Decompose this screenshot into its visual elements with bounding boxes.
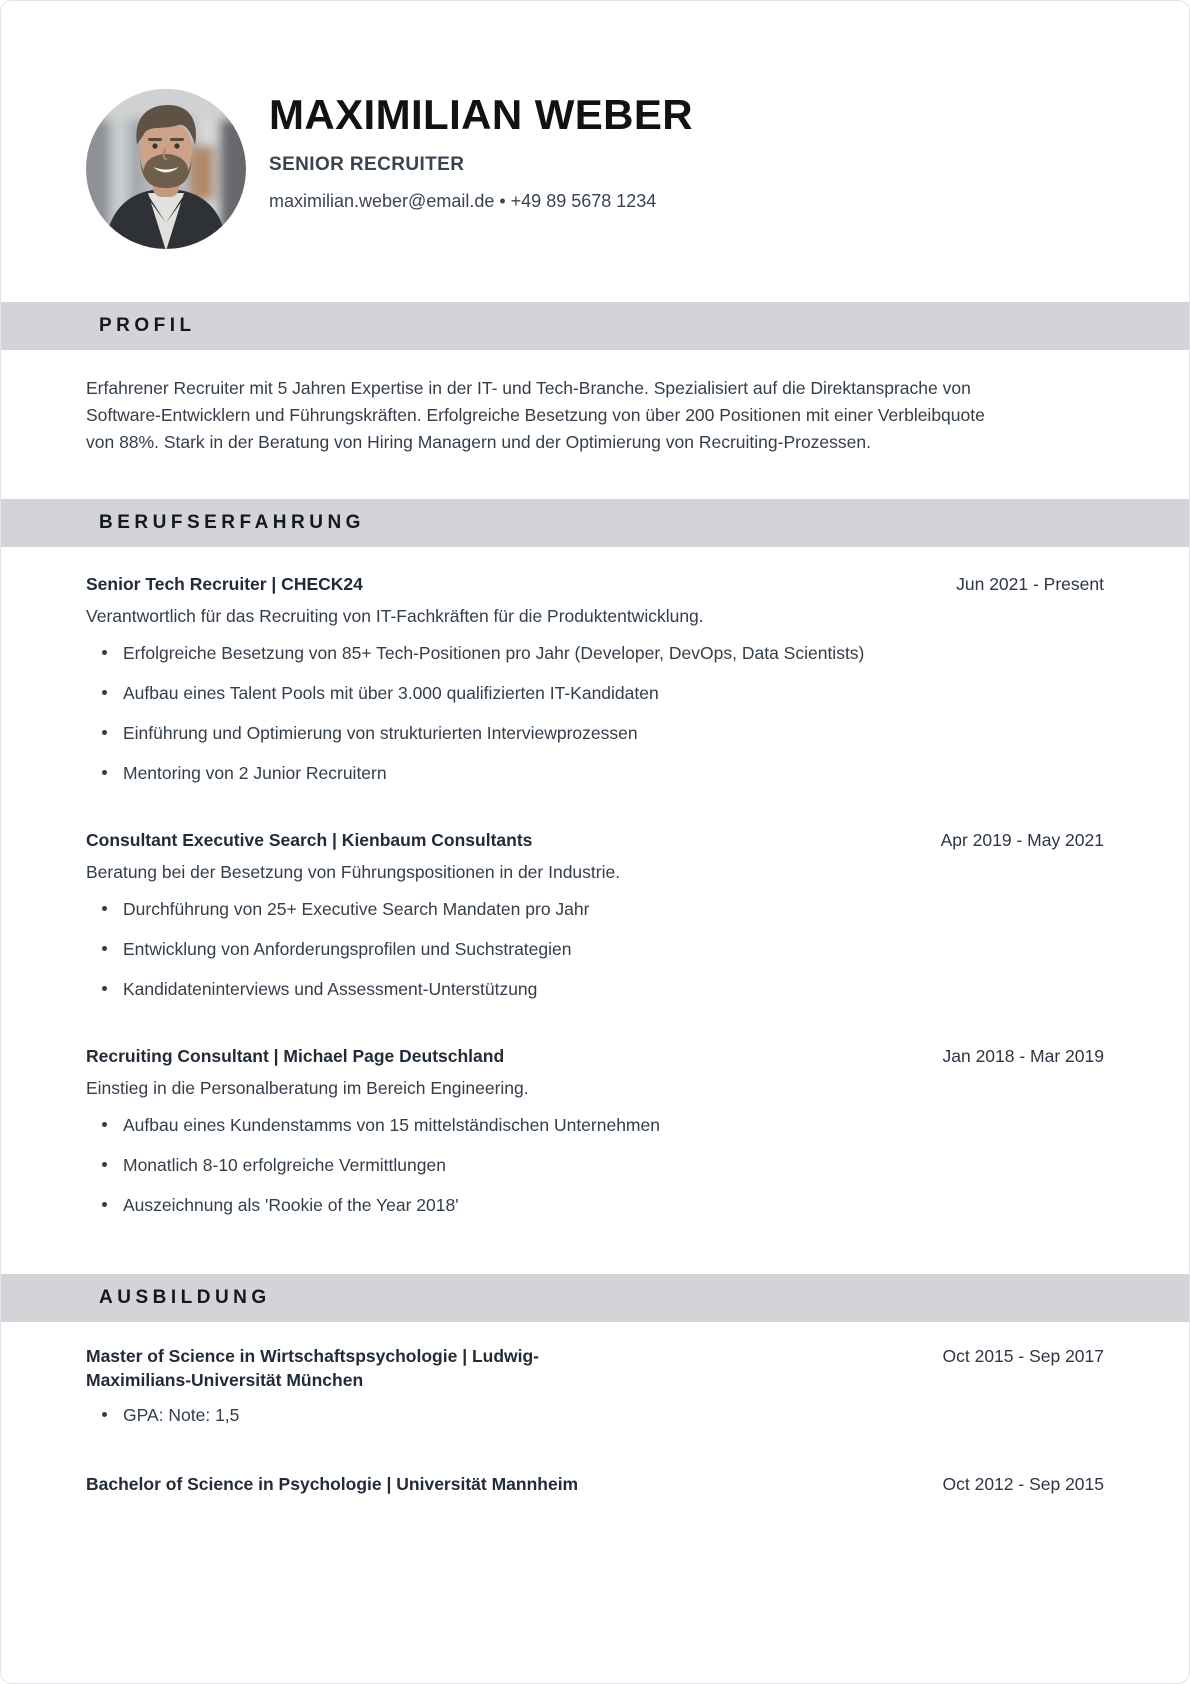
bullet-dot bbox=[102, 690, 107, 695]
person-name: MAXIMILIAN WEBER bbox=[269, 91, 694, 138]
job-date: Jan 2018 - Mar 2019 bbox=[942, 1046, 1104, 1066]
bullet-item bbox=[86, 1194, 1104, 1216]
section-label-education: AUSBILDUNG bbox=[99, 1287, 271, 1308]
bullet-dot bbox=[102, 1412, 107, 1417]
person-role: SENIOR RECRUITER bbox=[269, 154, 465, 176]
job-header bbox=[86, 1044, 1104, 1068]
education-header bbox=[86, 1344, 1104, 1392]
education-title: Master of Science in Wirtschaftspsychologie | Ludwig-Maximilians-Universität München bbox=[86, 1346, 540, 1390]
bullet-text: Entwicklung von Anforderungsprofilen und Suchstrategien bbox=[123, 939, 572, 959]
profil-section bbox=[1, 350, 1189, 499]
bullet-item bbox=[86, 722, 1104, 744]
bullet-item bbox=[86, 978, 1104, 1000]
job-header bbox=[86, 572, 1104, 596]
bullet-text: GPA: Note: 1,5 bbox=[123, 1405, 240, 1425]
education-bullet-list bbox=[86, 1404, 1104, 1426]
job-header bbox=[86, 828, 1104, 852]
bullet-text: Durchführung von 25+ Executive Search Mandaten pro Jahr bbox=[123, 899, 590, 919]
bullet-dot bbox=[102, 770, 107, 775]
bullet-dot bbox=[102, 986, 107, 991]
bullet-dot bbox=[102, 906, 107, 911]
bullet-text: Erfolgreiche Besetzung von 85+ Tech-Positionen pro Jahr (Developer, DevOps, Data Scientists) bbox=[123, 643, 865, 663]
section-bar-profil bbox=[1, 302, 1189, 350]
header-info bbox=[269, 89, 693, 212]
education-title: Bachelor of Science in Psychologie | Universität Mannheim bbox=[86, 1474, 579, 1494]
job-bullet-list bbox=[86, 642, 1104, 784]
bullet-text: Einführung und Optimierung von strukturierten Interviewprozessen bbox=[123, 723, 638, 743]
education-entry bbox=[86, 1344, 1104, 1426]
bullet-dot bbox=[102, 650, 107, 655]
bullet-item bbox=[86, 762, 1104, 784]
job-description: Einstieg in die Personalberatung im Bereich Engineering. bbox=[86, 1078, 529, 1098]
bullet-item bbox=[86, 1114, 1104, 1136]
job-entry bbox=[86, 572, 1104, 784]
job-description: Verantwortlich für das Recruiting von IT-Fachkräften für die Produktentwicklung. bbox=[86, 606, 704, 626]
job-title: Recruiting Consultant | Michael Page Deutschland bbox=[86, 1046, 505, 1066]
section-bar-education bbox=[1, 1274, 1189, 1322]
experience-section bbox=[1, 547, 1189, 1274]
bullet-item bbox=[86, 642, 1104, 664]
bullet-text: Auszeichnung als 'Rookie of the Year 2018' bbox=[123, 1195, 459, 1215]
bullet-text: Monatlich 8-10 erfolgreiche Vermittlungen bbox=[123, 1155, 446, 1175]
bullet-dot bbox=[102, 1162, 107, 1167]
job-entry bbox=[86, 828, 1104, 1000]
bullet-dot bbox=[102, 1122, 107, 1127]
bullet-dot bbox=[102, 946, 107, 951]
education-header bbox=[86, 1472, 1104, 1496]
bullet-item bbox=[86, 898, 1104, 920]
bullet-text: Aufbau eines Kundenstamms von 15 mittelständischen Unternehmen bbox=[123, 1115, 660, 1135]
bullet-text: Mentoring von 2 Junior Recruitern bbox=[123, 763, 387, 783]
bullet-dot bbox=[102, 1202, 107, 1207]
bullet-dot bbox=[102, 730, 107, 735]
bullet-text: Kandidateninterviews und Assessment-Unterstützung bbox=[123, 979, 538, 999]
contact-line: maximilian.weber@email.de • +49 89 5678 1234 bbox=[269, 191, 657, 212]
education-date: Oct 2012 - Sep 2015 bbox=[942, 1474, 1104, 1494]
section-label-experience: BERUFSERFAHRUNG bbox=[99, 512, 365, 533]
bullet-item bbox=[86, 1404, 1104, 1426]
bullet-item bbox=[86, 682, 1104, 704]
job-entry bbox=[86, 1044, 1104, 1216]
education-entry bbox=[86, 1472, 1104, 1496]
education-date: Oct 2015 - Sep 2017 bbox=[942, 1346, 1104, 1366]
job-title: Consultant Executive Search | Kienbaum Consultants bbox=[86, 830, 533, 850]
section-bar-experience bbox=[1, 499, 1189, 547]
job-date: Jun 2021 - Present bbox=[956, 574, 1104, 594]
job-title: Senior Tech Recruiter | CHECK24 bbox=[86, 574, 363, 594]
bullet-item bbox=[86, 1154, 1104, 1176]
profile-photo bbox=[86, 89, 246, 249]
resume-header bbox=[1, 1, 1189, 249]
job-description: Beratung bei der Besetzung von Führungspositionen in der Industrie. bbox=[86, 862, 621, 882]
education-section bbox=[1, 1322, 1189, 1496]
bullet-text: Aufbau eines Talent Pools mit über 3.000 qualifizierten IT-Kandidaten bbox=[123, 683, 659, 703]
job-date: Apr 2019 - May 2021 bbox=[940, 830, 1104, 850]
job-bullet-list bbox=[86, 898, 1104, 1000]
section-label-profil: PROFIL bbox=[99, 315, 196, 336]
bullet-item bbox=[86, 938, 1104, 960]
profil-text: Erfahrener Recruiter mit 5 Jahren Expertise in der IT- und Tech-Branche. Spezialisiert auf die Direktansprache von Software-Entwicklern und Führungskräften. Erfolgreiche Besetzung von über 200 Positionen mit einer Verbleibquote von 88%. Stark in der Beratung von Hiring Managern und der Optimierung von Recruiting-Prozessen. bbox=[86, 378, 985, 452]
job-bullet-list bbox=[86, 1114, 1104, 1216]
